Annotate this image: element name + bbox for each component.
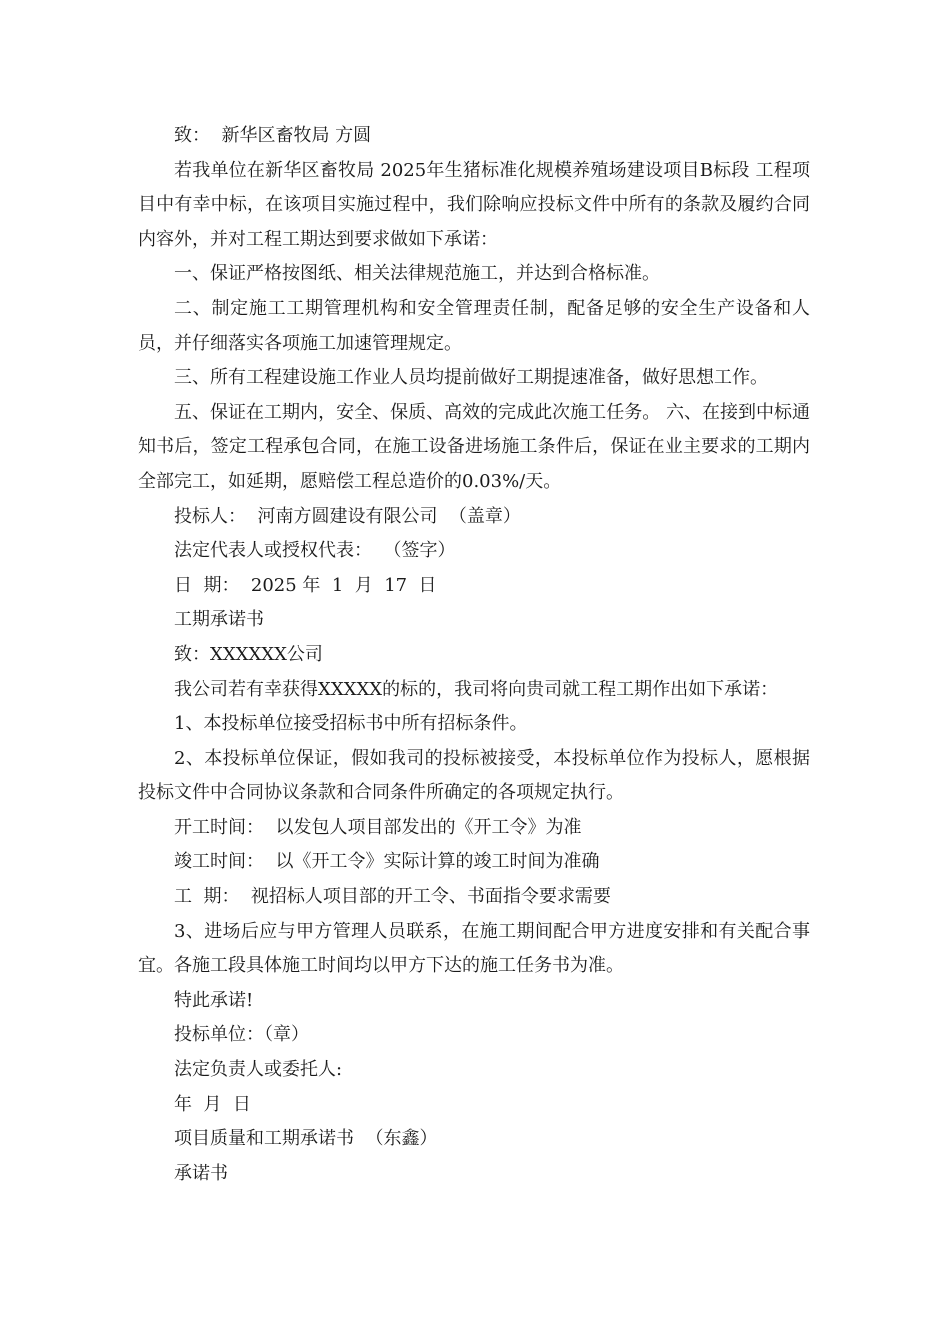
legal-representative-line: 法定代表人或授权代表： （签字） (174, 540, 456, 562)
section-title-commitment: 承诺书 (174, 1162, 228, 1184)
schedule-intro-paragraph: 我公司若有幸获得XXXXX的标的，我司将向贵司就工程工期作出如下承诺： (174, 678, 779, 700)
completion-time-line: 竣工时间： 以《开工令》实际计算的竣工时间为准确 (174, 851, 600, 873)
closing-commitment: 特此承诺! (174, 989, 254, 1011)
section-title-quality-schedule: 项目质量和工期承诺书 （东鑫） (174, 1128, 438, 1150)
commitment-intro-paragraph: 若我单位在新华区畜牧局 2025年生猪标准化规模养殖场建设项目B标段 工程项目中有幸中标，在该项目实施过程中，我们除响应投标文件中所有的条款及履约合同内容外，并对工程工期达到要求做如下承诺： (138, 159, 810, 250)
duration-line: 工 期： 视招标人项目部的开工令、书面指令要求需要 (174, 886, 611, 908)
bidder-line: 投标人： 河南方圆建设有限公司 （盖章） (174, 505, 521, 527)
blank-date-line: 年 月 日 (174, 1093, 251, 1115)
commitment-item-2: 二、制定施工工期管理机构和安全管理责任制，配备足够的安全生产设备和人员，并仔细落实各项施工加速管理规定。 (138, 297, 810, 354)
start-time-line: 开工时间： 以发包人项目部发出的《开工令》为准 (174, 816, 582, 838)
commitment-item-3: 三、所有工程建设施工作业人员均提前做好工期提速准备，做好思想工作。 (174, 367, 768, 389)
schedule-item-1: 1、本投标单位接受招标书中所有招标条件。 (174, 713, 528, 735)
section-title-schedule-commitment: 工期承诺书 (174, 609, 264, 631)
document-body (138, 119, 810, 1191)
schedule-item-2: 2、本投标单位保证，假如我司的投标被接受，本投标单位作为投标人，愿根据投标文件中合同协议条款和合同条件所确定的各项规定执行。 (138, 747, 810, 804)
schedule-item-3: 3、进场后应与甲方管理人员联系，在施工期间配合甲方进度安排和有关配合事宜。各施工段具体施工时间均以甲方下达的施工任务书为准。 (138, 920, 810, 977)
commitment-item-1: 一、保证严格按图纸、相关法律规范施工，并达到合格标准。 (174, 263, 660, 285)
commitment-item-5-6: 五、保证在工期内，安全、保质、高效的完成此次施工任务。 六、在接到中标通知书后，签定工程承包合同，在施工设备进场施工条件后，保证在业主要求的工期内全部完工，如延期，愿赔偿工程总造价的0.03%/天。 (138, 401, 810, 492)
legal-person-line: 法定负责人或委托人: (174, 1059, 343, 1081)
addressee-line-2: 致：XXXXXX公司 (174, 643, 323, 665)
bidding-unit-seal-line: 投标单位：（章） (174, 1024, 309, 1046)
addressee-line: 致： 新华区畜牧局 方圆 (174, 125, 372, 146)
date-line: 日 期： 2025 年 1 月 17 日 (174, 574, 437, 596)
